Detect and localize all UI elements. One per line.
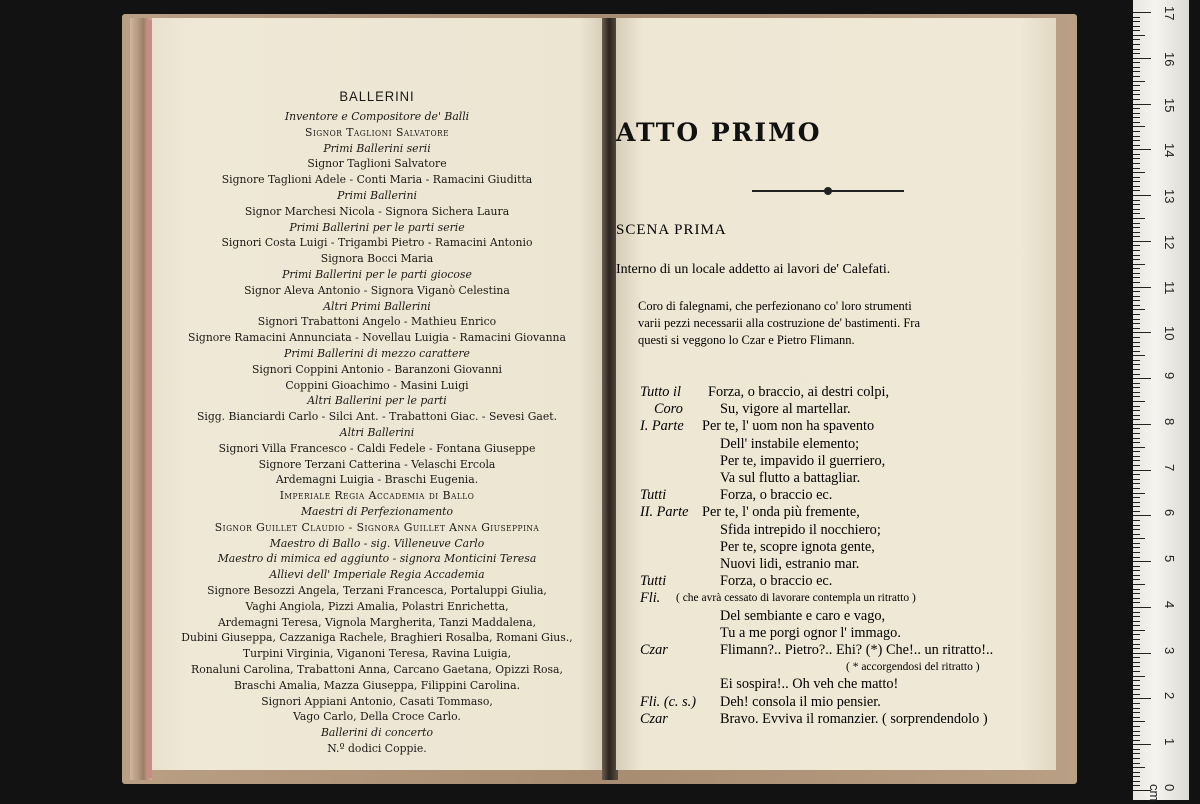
ruler-tick <box>1133 598 1140 599</box>
ruler-tick <box>1133 323 1140 324</box>
ruler-tick <box>1133 612 1140 613</box>
ruler-tick <box>1133 383 1140 384</box>
ruler-tick <box>1133 525 1140 526</box>
left-page <box>152 18 602 770</box>
ruler-tick <box>1133 520 1140 521</box>
ruler-tick <box>1133 374 1140 375</box>
ruler-tick <box>1133 506 1140 507</box>
dancer-names: Signor Aleva Antonio - Signora Viganò Celestina <box>244 282 510 297</box>
ruler-tick <box>1133 401 1145 402</box>
ruler-tick <box>1133 712 1140 713</box>
ruler-tick <box>1133 781 1140 782</box>
ruler-tick <box>1133 172 1145 173</box>
ruler-tick <box>1133 181 1140 182</box>
ruler-tick <box>1133 579 1140 580</box>
ruler-tick <box>1133 113 1140 114</box>
ruler-tick <box>1133 644 1140 645</box>
ruler-tick <box>1133 264 1145 265</box>
ruler-tick <box>1133 740 1140 741</box>
ruler-tick <box>1133 451 1140 452</box>
ruler-tick <box>1133 698 1151 699</box>
ruler-tick <box>1133 502 1140 503</box>
dialogue-text: Bravo. Evviva il romanzier. ( sorprendendolo ) <box>720 710 988 727</box>
ruler-tick <box>1133 460 1140 461</box>
ruler-tick <box>1133 218 1145 219</box>
dancer-names: Turpini Virginia, Viganoni Teresa, Ravina Luigia, <box>242 646 512 661</box>
ruler-tick <box>1133 630 1145 631</box>
ruler-tick <box>1133 772 1140 773</box>
ruler-tick <box>1133 474 1140 475</box>
dancer-names: Signore Terzani Catterina - Velaschi Ercola <box>258 456 496 471</box>
ruler-tick <box>1133 648 1140 649</box>
ruler-tick <box>1133 236 1140 237</box>
dialogue <box>616 384 1056 744</box>
role-heading: Maestro di Ballo - sig. Villeneuve Carlo <box>269 535 485 550</box>
ruler-tick <box>1133 671 1140 672</box>
ruler-tick <box>1133 35 1145 36</box>
ruler-tick <box>1133 85 1140 86</box>
dancer-names: Dubini Giuseppa, Cazzaniga Rachele, Braghieri Rosalba, Romani Gius., <box>181 630 573 645</box>
ruler-tick <box>1133 296 1140 297</box>
ruler-tick <box>1133 26 1140 27</box>
ruler-label: 0 cm <box>1147 784 1177 802</box>
ruler-tick <box>1133 126 1145 127</box>
role-heading: Primi Ballerini per le parti serie <box>289 219 465 234</box>
ruler-tick <box>1133 763 1140 764</box>
dialogue-text: Forza, o braccio ec. <box>720 487 833 504</box>
dancer-names: Ardemagni Luigia - Braschi Eugenia. <box>275 472 479 487</box>
dialogue-text: Per te, scopre ignota gente, <box>720 538 875 555</box>
scene-setting: Interno di un locale addetto ai lavori de' Calefati. <box>616 262 891 277</box>
speaker-label: I. Parte <box>640 418 684 435</box>
ruler-tick <box>1133 245 1140 246</box>
ruler-tick <box>1133 223 1140 224</box>
ruler-tick <box>1133 534 1140 535</box>
ruler-tick <box>1133 108 1140 109</box>
ruler-tick <box>1133 81 1145 82</box>
ruler-tick <box>1133 277 1140 278</box>
ruler-tick <box>1133 547 1140 548</box>
dancer-names: Signora Bocci Maria <box>320 251 434 266</box>
ruler-tick <box>1133 621 1140 622</box>
dialogue-text: Forza, o braccio ec. <box>720 573 833 590</box>
ruler-label: 12 <box>1162 234 1177 250</box>
ruler-tick <box>1133 158 1140 159</box>
ruler-tick <box>1133 680 1140 681</box>
ruler-tick <box>1133 753 1140 754</box>
dialogue-text: ( * accorgendosi del ritratto ) <box>846 661 980 674</box>
dialogue-text: Forza, o braccio, ai destri colpi, <box>708 384 890 400</box>
dialogue-text: Su, vigore al martellar. <box>720 401 851 418</box>
speaker-label: Fli. <box>640 590 661 607</box>
ruler-tick <box>1133 776 1140 777</box>
dancer-names: Signor Taglioni Salvatore <box>307 156 447 171</box>
ruler-tick <box>1133 657 1140 658</box>
ruler-tick <box>1133 319 1140 320</box>
scene-title: SCENA PRIMA <box>616 222 727 238</box>
ruler-tick <box>1133 410 1140 411</box>
ruler-tick <box>1133 749 1140 750</box>
ruler-tick <box>1133 731 1140 732</box>
dialogue-text: Dell' instabile elemento; <box>720 435 860 452</box>
dialogue-text: ( che avrà cessato di lavorare contempla un ritratto ) <box>676 592 916 605</box>
ruler-tick <box>1133 273 1140 274</box>
role-heading: Ballerini di concerto <box>320 725 434 740</box>
ruler-tick <box>1133 602 1140 603</box>
dialogue-text: Per te, l' onda più fremente, <box>702 504 860 521</box>
dancer-names: Signori Coppini Antonio - Baranzoni Giovanni <box>251 361 503 376</box>
act-title: ATTO PRIMO <box>616 118 822 147</box>
dialogue-text: Sfida intrepido il nocchiero; <box>720 521 881 538</box>
ruler-tick <box>1133 456 1140 457</box>
dialogue-text: Flimann?.. Pietro?.. Ehi? (*) Che!.. un ritratto!.. <box>720 642 994 658</box>
ruler-tick <box>1133 438 1140 439</box>
dialogue-text: Deh! consola il mio pensier. <box>720 693 881 710</box>
description-line: varii pezzi necessarii alla costruzione de' bastimenti. Fra <box>638 316 921 330</box>
dancer-names: Ronaluni Carolina, Trabattoni Anna, Carcano Gaetana, Opizzi Rosa, <box>191 662 563 676</box>
description-line: questi si veggono lo Czar e Pietro Flimann. <box>638 333 855 347</box>
dancer-names: Signori Costa Luigi - Trigambi Pietro - Ramacini Antonio <box>221 235 533 250</box>
ruler-tick <box>1133 337 1140 338</box>
dancer-names: Vago Carlo, Della Croce Carlo. <box>293 709 461 724</box>
ruler-tick <box>1133 424 1151 425</box>
ruler-tick <box>1133 483 1140 484</box>
ruler-label: 3 <box>1162 646 1177 654</box>
ruler-label: 7 <box>1162 463 1177 471</box>
ruler-tick <box>1133 744 1151 745</box>
ruler-tick <box>1133 406 1140 407</box>
ruler-tick <box>1133 392 1140 393</box>
ruler-tick <box>1133 511 1140 512</box>
ruler-label: 5 <box>1162 555 1177 563</box>
speaker-label: Czar <box>640 710 668 727</box>
ruler-tick <box>1133 529 1140 530</box>
ruler-label: 10 <box>1162 326 1177 341</box>
dancer-names: Vaghi Angiola, Pizzi Amalia, Polastri Enrichetta, <box>245 598 509 613</box>
ruler-label: 4 <box>1162 600 1177 609</box>
ruler-tick <box>1133 543 1140 544</box>
ruler-tick <box>1133 232 1140 233</box>
ruler-label: 16 <box>1162 51 1177 67</box>
dancer-names: Signore Ramacini Annunciata - Novellau Luigia - Ramacini Giovanna <box>188 330 566 345</box>
ruler-tick <box>1133 593 1140 594</box>
ruler-tick <box>1133 58 1151 59</box>
ruler-tick <box>1133 53 1140 54</box>
role-heading: Primi Ballerini serii <box>323 140 431 155</box>
ruler-tick <box>1133 538 1145 539</box>
ruler-tick <box>1133 442 1140 443</box>
ruler-tick <box>1133 415 1140 416</box>
ruler-tick <box>1133 447 1145 448</box>
ruler-tick <box>1133 241 1151 242</box>
ruler-tick <box>1133 259 1140 260</box>
speaker-label: Coro <box>654 401 683 418</box>
ruler-tick <box>1133 703 1140 704</box>
ruler-tick <box>1133 122 1140 123</box>
ruler-tick <box>1133 305 1140 306</box>
ruler-tick <box>1133 145 1140 146</box>
dancer-names: Signor Taglioni Salvatore <box>304 124 450 139</box>
ruler-tick <box>1133 735 1140 736</box>
ruler-tick <box>1133 625 1140 626</box>
ruler-tick <box>1133 49 1140 50</box>
ruler-tick <box>1133 708 1140 709</box>
ruler-tick <box>1133 21 1140 22</box>
ruler-tick <box>1133 209 1140 210</box>
ruler-label: 6 <box>1162 509 1177 517</box>
role-heading: Primi Ballerini <box>337 188 417 202</box>
ruler-tick <box>1133 493 1145 494</box>
ruler-tick <box>1133 163 1140 164</box>
ruler-tick <box>1133 575 1140 576</box>
ruler-tick <box>1133 433 1140 434</box>
ruler-tick <box>1133 662 1140 663</box>
dancer-names: Sigg. Bianciardi Carlo - Silci Ant. - Trabattoni Giac. - Sevesi Gaet. <box>196 409 558 424</box>
speaker-label: Tutti <box>640 573 667 590</box>
dancer-names: Signori Villa Francesco - Caldi Fedele - Fontana Giuseppe <box>218 440 536 455</box>
dialogue-text: Ei sospira!.. Oh veh che matto! <box>720 676 899 693</box>
ruler-tick <box>1133 168 1140 169</box>
ruler-tick <box>1133 99 1140 100</box>
role-heading: Inventore e Compositore de' Balli <box>284 109 470 123</box>
ruler-tick <box>1133 561 1151 562</box>
ruler-tick <box>1133 552 1140 553</box>
ruler-tick <box>1133 360 1140 361</box>
ruler-tick <box>1133 186 1140 187</box>
ruler-tick <box>1133 195 1151 196</box>
ruler-tick <box>1133 332 1151 333</box>
role-heading: Primi Ballerini di mezzo carattere <box>284 346 470 360</box>
ruler-tick <box>1133 369 1140 370</box>
ruler-tick <box>1133 17 1140 18</box>
ruler-tick <box>1133 387 1140 388</box>
ruler-tick <box>1133 479 1140 480</box>
ruler-tick <box>1133 767 1145 768</box>
ruler-tick <box>1133 94 1140 95</box>
ruler-tick <box>1133 62 1140 63</box>
ruler-tick <box>1133 616 1140 617</box>
ruler-tick <box>1133 39 1140 40</box>
dialogue-text: Va sul flutto a battagliar. <box>720 470 861 486</box>
ruler-tick <box>1133 584 1145 585</box>
ruler-label: 15 <box>1162 97 1177 112</box>
ruler-tick <box>1133 268 1140 269</box>
ruler-tick <box>1133 76 1140 77</box>
dancer-names: Signori Appiani Antonio, Casati Tommaso, <box>261 693 493 708</box>
ruler-tick <box>1133 300 1140 301</box>
ruler-tick <box>1133 378 1151 379</box>
ruler-label: 14 <box>1162 143 1177 158</box>
ruler-tick <box>1133 351 1140 352</box>
ruler-tick <box>1133 190 1140 191</box>
ruler-label: 13 <box>1162 189 1177 204</box>
ruler-tick <box>1133 309 1145 310</box>
ruler-tick <box>1133 607 1151 608</box>
speaker-label: Tutto il <box>640 384 681 400</box>
dialogue-text: Del sembiante e caro e vago, <box>720 607 886 624</box>
dancer-names: N.º dodici Coppie. <box>327 741 427 755</box>
role-heading: Maestro di mimica ed aggiunto - signora Monticini Teresa <box>217 551 537 566</box>
ruler-tick <box>1133 177 1140 178</box>
ruler-label: 11 <box>1162 280 1177 295</box>
speaker-label: II. Parte <box>640 504 689 521</box>
ruler-tick <box>1133 342 1140 343</box>
scene-description <box>620 298 1050 358</box>
measuring-ruler <box>1133 0 1189 800</box>
ruler-tick <box>1133 204 1140 205</box>
ruler-tick <box>1133 314 1140 315</box>
speaker-label: Fli. (c. s.) <box>640 693 696 710</box>
ruler-tick <box>1133 328 1140 329</box>
ruler-tick <box>1133 282 1140 283</box>
ruler-tick <box>1133 250 1140 251</box>
dancer-names: Signore Besozzi Angela, Terzani Francesca, Portaluppi Giulia, <box>207 583 547 597</box>
ruler-tick <box>1133 515 1151 516</box>
speaker-label: Czar <box>640 642 668 658</box>
role-heading: Maestri di Perfezionamento <box>300 504 454 518</box>
ruler-tick <box>1133 200 1140 201</box>
dancer-names: Ardemagni Teresa, Vignola Margherita, Tanzi Maddalena, <box>217 614 537 629</box>
dancer-names: Signore Taglioni Adele - Conti Maria - Ramacini Giuditta <box>221 172 533 187</box>
ruler-tick <box>1133 44 1140 45</box>
ruler-tick <box>1133 67 1140 68</box>
speaker-label: Tutti <box>640 487 667 504</box>
dancer-names: Signor Guillet Claudio - Signora Guillet Anna Giuseppina <box>214 519 540 534</box>
dancer-names: Signor Marchesi Nicola - Signora Sichera Laura <box>244 203 510 218</box>
ruler-tick <box>1133 570 1140 571</box>
ruler-tick <box>1133 149 1151 150</box>
role-heading: Altri Ballerini <box>339 425 415 439</box>
ruler-tick <box>1133 566 1140 567</box>
ruler-label: 8 <box>1162 417 1177 426</box>
ruler-tick <box>1133 136 1140 137</box>
ruler-tick <box>1133 90 1140 91</box>
ruler-tick <box>1133 470 1151 471</box>
ruler-tick <box>1133 653 1151 654</box>
ruler-label: 17 <box>1162 6 1177 21</box>
dialogue-text: Per te, l' uom non ha spavento <box>702 418 875 435</box>
ruler-tick <box>1133 589 1140 590</box>
ruler-tick <box>1133 666 1140 667</box>
ruler-tick <box>1133 758 1140 759</box>
dancer-names: Imperiale Regia Accademia di Ballo <box>279 488 475 503</box>
dancer-names: Coppini Gioachimo - Masini Luigi <box>285 377 469 392</box>
role-heading: Altri Ballerini per le parti <box>307 393 447 408</box>
ruler-tick <box>1133 428 1140 429</box>
ruler-tick <box>1133 30 1140 31</box>
ruler-tick <box>1133 346 1140 347</box>
ruler-tick <box>1133 140 1140 141</box>
ruler-tick <box>1133 213 1140 214</box>
description-line: Coro di falegnami, che perfezionano co' loro strumenti <box>638 299 912 313</box>
ruler-tick <box>1133 639 1140 640</box>
dialogue-text: Per te, impavido il guerriero, <box>720 452 886 469</box>
ruler-tick <box>1133 785 1140 786</box>
ruler-tick <box>1133 557 1140 558</box>
ruler-tick <box>1133 255 1140 256</box>
ruler-label: 1 <box>1162 738 1177 746</box>
ruler-tick <box>1133 364 1140 365</box>
ruler-tick <box>1133 131 1140 132</box>
ruler-tick <box>1133 689 1140 690</box>
ruler-tick <box>1133 71 1140 72</box>
role-heading: Primi Ballerini per le parti giocose <box>282 267 472 281</box>
dialogue-text: Nuovi lidi, estranio mar. <box>720 556 860 572</box>
ruler-tick <box>1133 685 1140 686</box>
ornamental-rule-center <box>824 187 832 195</box>
ruler-tick <box>1133 694 1140 695</box>
ruler-tick <box>1133 12 1151 13</box>
ruler-tick <box>1133 465 1140 466</box>
role-heading: Allievi dell' Imperiale Regia Accademia <box>269 567 485 582</box>
dancer-names: Braschi Amalia, Mazza Giuseppa, Filippini Carolina. <box>233 677 521 692</box>
dancer-names: Signori Trabattoni Angelo - Mathieu Enrico <box>257 314 497 329</box>
ruler-label: 2 <box>1162 692 1177 700</box>
ruler-tick <box>1133 355 1145 356</box>
ballerini-list <box>152 18 602 770</box>
ruler-tick <box>1133 227 1140 228</box>
list-title: BALLERINI <box>339 88 415 104</box>
dialogue-text: Tu a me porgi ognor l' immago. <box>720 624 901 641</box>
ruler-tick <box>1133 396 1140 397</box>
ruler-tick <box>1133 291 1140 292</box>
ruler-tick <box>1133 117 1140 118</box>
ruler-tick <box>1133 676 1145 677</box>
ruler-tick <box>1133 717 1140 718</box>
ruler-tick <box>1133 726 1140 727</box>
ruler-tick <box>1133 497 1140 498</box>
role-heading: Altri Primi Ballerini <box>323 298 431 313</box>
ruler-tick <box>1133 419 1140 420</box>
ruler-tick <box>1133 104 1151 105</box>
ruler-tick <box>1133 287 1151 288</box>
ruler-tick <box>1133 154 1140 155</box>
ruler-label: 9 <box>1162 372 1177 380</box>
ruler-tick <box>1133 634 1140 635</box>
ruler-tick <box>1133 721 1145 722</box>
ruler-tick <box>1133 488 1140 489</box>
